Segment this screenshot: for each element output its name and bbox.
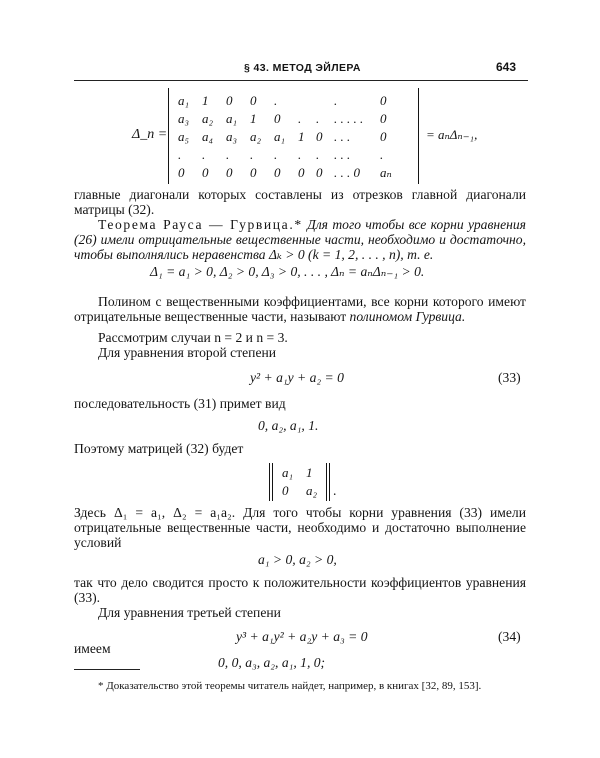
paragraph-hurwitz [74, 294, 526, 324]
matrix-row [178, 164, 398, 182]
matrix-cell: . [178, 147, 182, 162]
inequality-chain: Δ₁ = a₁ > 0, Δ₂ > 0, Δ₃ > 0, . . . , Δₙ = aₙΔₙ₋₁ > 0. [150, 264, 425, 279]
matrix-row [178, 146, 398, 164]
matrix-cell: . [316, 111, 320, 126]
paragraph-second-degree: Для уравнения второй степени [98, 345, 277, 360]
matrix-row [178, 92, 398, 110]
matrix-cell: . . . . . [334, 111, 364, 126]
matrix-cell: . [316, 147, 320, 162]
matrix-cell: . [298, 111, 302, 126]
matrix-cell: . . . 0 [334, 165, 360, 180]
matrix2-r2c1: 0 [282, 483, 289, 498]
matrix-cell: 0 [274, 111, 281, 126]
matrix-cell: . [298, 147, 302, 162]
equation-34: y³ + a₁y² + a₂y + a₃ = 0 [236, 629, 368, 644]
matrix-cell: a₂ [250, 129, 262, 144]
header-rule [74, 80, 528, 81]
matrix-cell: 0 [298, 165, 305, 180]
theorem-paragraph [74, 217, 526, 262]
page-number: 643 [496, 60, 517, 74]
matrix2-right-bar-2 [329, 463, 330, 501]
matrix-cell: a₄ [202, 129, 214, 144]
matrix-cell: a₁ [226, 111, 238, 126]
matrix-cell: a₅ [178, 129, 190, 144]
matrix-row [178, 110, 398, 128]
theorem-name: Теорема Рауса — Гурвица.* [98, 217, 303, 232]
running-title: § 43. МЕТОД ЭЙЛЕРА [244, 62, 361, 74]
positivity-conditions: a₁ > 0, a₂ > 0, [258, 552, 337, 567]
paragraph-conditions: Здесь Δ₁ = a₁, Δ₂ = a₁a₂. Для того чтобы корни уравнения (33) имели отрицательные вещественные части, необходимо и достаточно выполнение условий [74, 505, 526, 550]
hurwitz-definition: Полином с вещественными коэффициентами, все корни которого имеют отрицательные вещественные части, называют [74, 294, 526, 324]
matrix-cell: 0 [316, 165, 323, 180]
paragraph-sequence-31: последовательность (31) примет вид [74, 396, 286, 411]
matrix-2x2 [282, 464, 322, 500]
matrix-cell: 0 [380, 93, 387, 108]
equation-33-number: (33) [498, 370, 521, 385]
matrix-cell: . . . [334, 147, 351, 162]
matrix-cell: 0 [226, 165, 233, 180]
matrix-cell: 0 [250, 165, 257, 180]
sequence-n3: 0, 0, a₃, a₂, a₁, 1, 0; [218, 655, 326, 670]
matrix-right-bar [418, 88, 419, 184]
matrix-cell: 0 [274, 165, 281, 180]
matrix-cell: 0 [178, 165, 185, 180]
matrix-cell: 1 [250, 111, 257, 126]
matrix-cell: . [250, 147, 254, 162]
matrix-cell: a₁ [274, 129, 286, 144]
delta-n-label: Δ_n = [132, 127, 168, 142]
delta-n-result: = aₙΔₙ₋₁, [426, 127, 478, 142]
matrix-cell: 0 [202, 165, 209, 180]
matrix-cell: . . . [334, 129, 351, 144]
equation-34-number: (34) [498, 629, 521, 644]
equation-33: y² + a₁y + a₂ = 0 [250, 370, 344, 385]
matrix2-period: . [333, 483, 337, 498]
matrix-cell: . [274, 147, 278, 162]
paragraph-coefficients: так что дело сводится просто к положительности коэффициентов уравнения (33). [74, 575, 526, 605]
matrix-cell: a₃ [178, 111, 190, 126]
matrix-cell: 0 [316, 129, 323, 144]
matrix-cell: 1 [202, 93, 209, 108]
hurwitz-term: полиномом Гурвица. [349, 309, 466, 324]
matrix-left-bar [168, 88, 169, 184]
matrix-cell: . [380, 147, 384, 162]
matrix-cell: a₃ [226, 129, 238, 144]
matrix-cell: 1 [298, 129, 305, 144]
matrix2-left-bar-1 [269, 463, 270, 501]
matrix2-left-bar-2 [272, 463, 273, 501]
matrix-cell: a₂ [202, 111, 214, 126]
paragraph-third-degree: Для уравнения третьей степени [98, 605, 281, 620]
matrix2-r2c2: a₂ [306, 483, 318, 498]
sequence-n2: 0, a₂, a₁, 1. [258, 418, 319, 433]
matrix-cell: aₙ [380, 165, 392, 180]
matrix-cell: 0 [226, 93, 233, 108]
paragraph-matrix-32: Поэтому матрицей (32) будет [74, 441, 244, 456]
matrix-cell: 0 [250, 93, 257, 108]
matrix-cell [298, 92, 316, 110]
matrix-cell: . [226, 147, 230, 162]
matrix2-r1c1: a₁ [282, 465, 294, 480]
matrix-cell: . [334, 93, 338, 108]
footnote-rule [74, 669, 140, 670]
matrix2-r1c2: 1 [306, 465, 313, 480]
paragraph-diagonals: главные диагонали которых составлены из отрезков главной диагонали матрицы (32). [74, 187, 526, 217]
matrix-cell: a₁ [178, 93, 190, 108]
theorem-statement: Для того чтобы все корни уравнения (26) имели отрицательные вещественные части, необходимо и достаточно, чтобы выполнялись неравенства Δₖ > 0 (k = 1, 2, . . . , n), т. е. [74, 217, 526, 262]
matrix-cell [316, 92, 334, 110]
matrix-cell: 0 [380, 129, 387, 144]
footnote: * Доказательство этой теоремы читатель найдет, например, в книгах [32, 89, 153]. [98, 680, 482, 692]
matrix-cell: . [274, 93, 278, 108]
matrix-row [178, 128, 398, 146]
matrix-cell: . [202, 147, 206, 162]
paragraph-we-have: имеем [74, 641, 111, 656]
paragraph-cases: Рассмотрим случаи n = 2 и n = 3. [98, 330, 288, 345]
matrix2-right-bar-1 [326, 463, 327, 501]
delta-n-matrix [178, 92, 398, 182]
matrix-cell: 0 [380, 111, 387, 126]
